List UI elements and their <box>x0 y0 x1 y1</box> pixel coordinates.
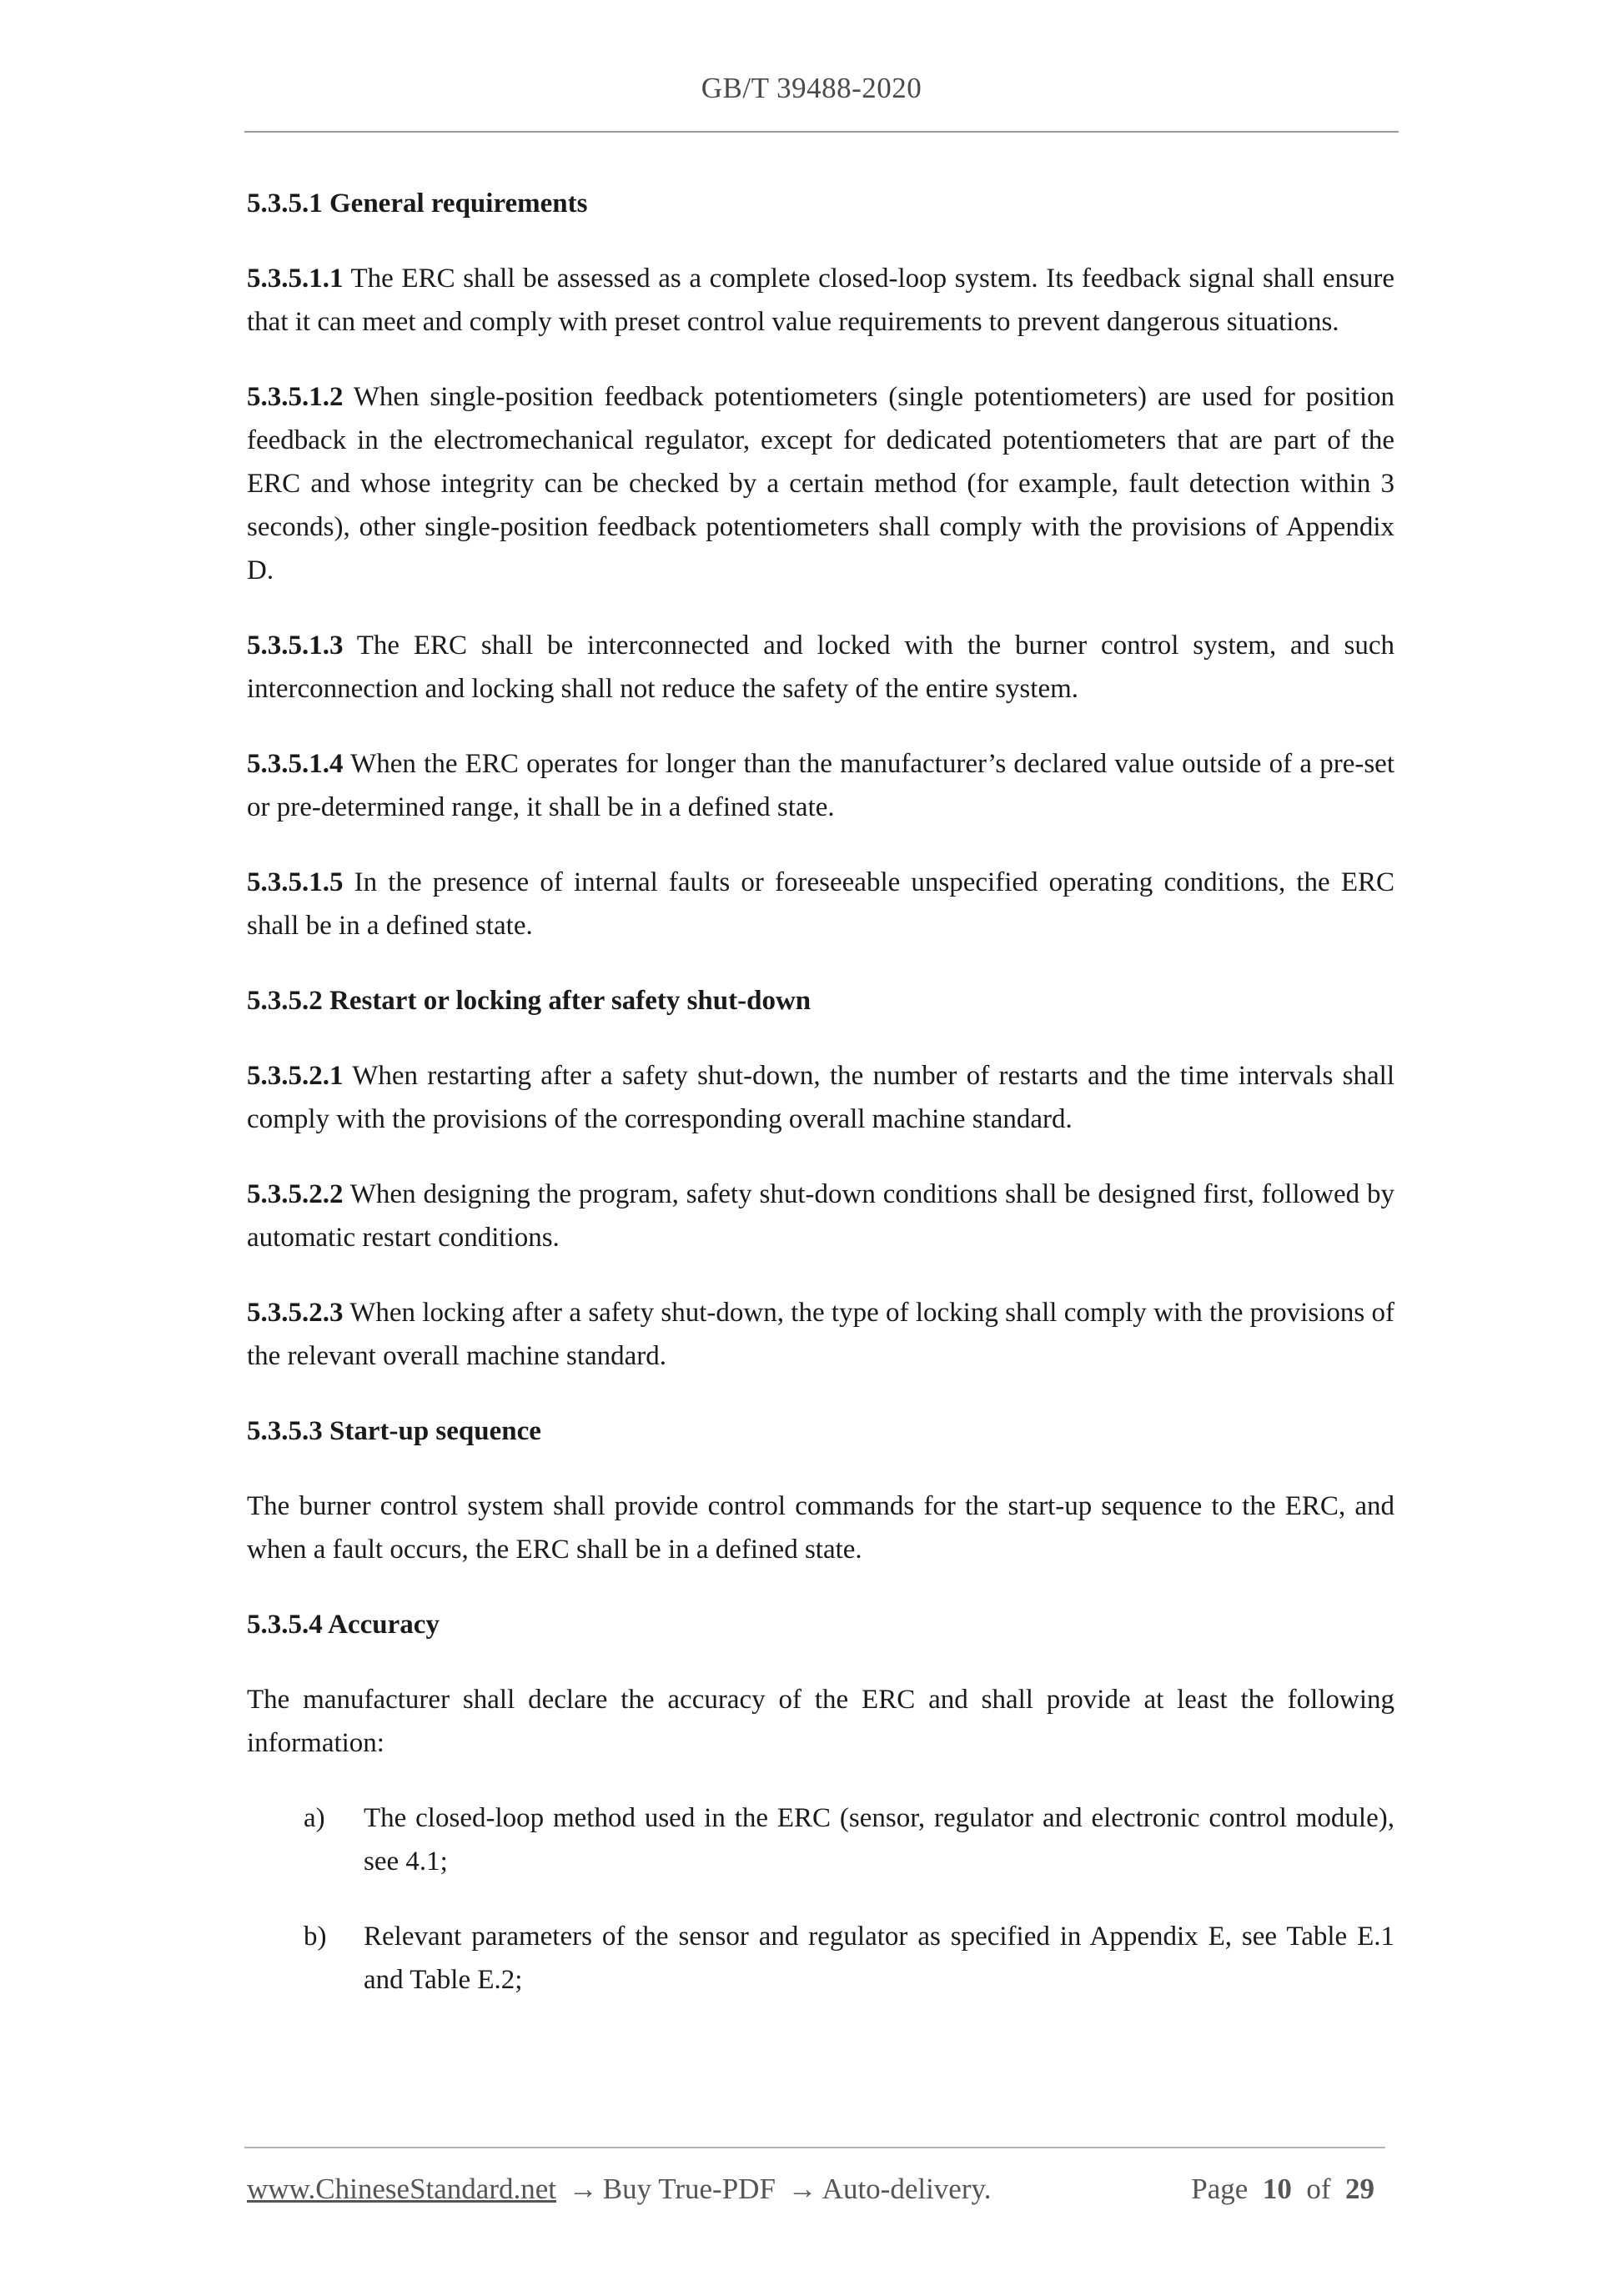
clause-paragraph <box>247 861 1394 947</box>
document-header: GB/T 39488-2020 <box>701 72 922 104</box>
page-total: 29 <box>1345 2173 1374 2205</box>
page-footer <box>247 2173 1394 2206</box>
site-link[interactable]: www.ChineseStandard.net <box>247 2173 556 2205</box>
section-heading: 5.3.5.4 Accuracy <box>247 1610 440 1640</box>
list-marker: a) <box>304 1803 325 1833</box>
clause-paragraph <box>247 624 1394 711</box>
clause-paragraph <box>247 257 1394 344</box>
clause-paragraph <box>247 1173 1394 1259</box>
list-item <box>247 1796 1394 1883</box>
page-of: of <box>1306 2173 1331 2205</box>
clause-number: 5.3.5.1.4 <box>247 749 344 779</box>
arrow-right-icon: → <box>787 2173 817 2205</box>
clause-number: 5.3.5.2.1 <box>247 1061 344 1091</box>
clause-text: In the presence of internal faults or foreseeable unspecified operating conditions, the ERC shall be in a defined state. <box>247 867 1394 941</box>
clause-number: 5.3.5.2.3 <box>247 1298 344 1328</box>
clause-paragraph <box>247 1054 1394 1141</box>
page-number <box>1191 2173 1374 2206</box>
buy-pdf-text: Buy True-PDF <box>602 2173 776 2205</box>
page-current: 10 <box>1262 2173 1292 2205</box>
auto-delivery-text: Auto-delivery. <box>822 2173 992 2205</box>
clause-text: When locking after a safety shut-down, the type of locking shall comply with the provisions of the relevant overall machine standard. <box>247 1298 1394 1371</box>
clause-text: When the ERC operates for longer than the manufacturer’s declared value outside of a pre-set or pre-determined range, it shall be in a defined state. <box>247 749 1394 822</box>
clause-text: When single-position feedback potentiometers (single potentiometers) are used for position feedback in the electromechanical regulator, except for dedicated potentiometers that are part of the ERC and whose integrity can be checked by a certain method (for example, fault detection within 3 seconds), other single-position feedback potentiometers shall comply with the provisions of Appendix D. <box>247 382 1394 585</box>
clause-number: 5.3.5.1.2 <box>247 382 344 412</box>
clause-text: The ERC shall be interconnected and locked with the burner control system, and such interconnection and locking shall not reduce the safety of the entire system. <box>247 631 1394 704</box>
header-rule <box>244 131 1399 133</box>
list-item-text: The closed-loop method used in the ERC (sensor, regulator and electronic control module), see 4.1; <box>364 1803 1394 1876</box>
section-heading: 5.3.5.1 General requirements <box>247 188 588 219</box>
clause-text: The ERC shall be assessed as a complete closed-loop system. Its feedback signal shall ensure that it can meet and comply with preset control value requirements to prevent dangerous situations. <box>247 264 1394 337</box>
list-item <box>247 1915 1394 2002</box>
clause-paragraph <box>247 742 1394 829</box>
clause-text: The burner control system shall provide control commands for the start-up sequence to the ERC, and when a fault occurs, the ERC shall be in a defined state. <box>247 1491 1394 1565</box>
clause-number: 5.3.5.2.2 <box>247 1179 344 1209</box>
section-heading: 5.3.5.2 Restart or locking after safety shut-down <box>247 986 812 1016</box>
page-word: Page <box>1191 2173 1249 2205</box>
list-marker: b) <box>304 1922 327 1952</box>
clause-text: When restarting after a safety shut-down, the number of restarts and the time intervals shall comply with the provisions of the corresponding overall machine standard. <box>247 1061 1394 1134</box>
clause-text: When designing the program, safety shut-down conditions shall be designed first, followed by automatic restart conditions. <box>247 1179 1394 1253</box>
footer-rule <box>244 2147 1385 2148</box>
clause-paragraph <box>247 1485 1394 1571</box>
clause-paragraph <box>247 1678 1394 1765</box>
arrow-right-icon: → <box>568 2173 598 2205</box>
section-heading: 5.3.5.3 Start-up sequence <box>247 1416 541 1446</box>
clause-number: 5.3.5.1.5 <box>247 867 344 897</box>
document-body <box>247 182 1394 2033</box>
clause-paragraph <box>247 1291 1394 1378</box>
clause-number: 5.3.5.1.1 <box>247 264 344 294</box>
clause-text: The manufacturer shall declare the accuracy of the ERC and shall provide at least the following information: <box>247 1685 1394 1758</box>
clause-paragraph <box>247 375 1394 592</box>
list-item-text: Relevant parameters of the sensor and regulator as specified in Appendix E, see Table E.1 and Table E.2; <box>364 1922 1394 1995</box>
clause-number: 5.3.5.1.3 <box>247 631 344 661</box>
